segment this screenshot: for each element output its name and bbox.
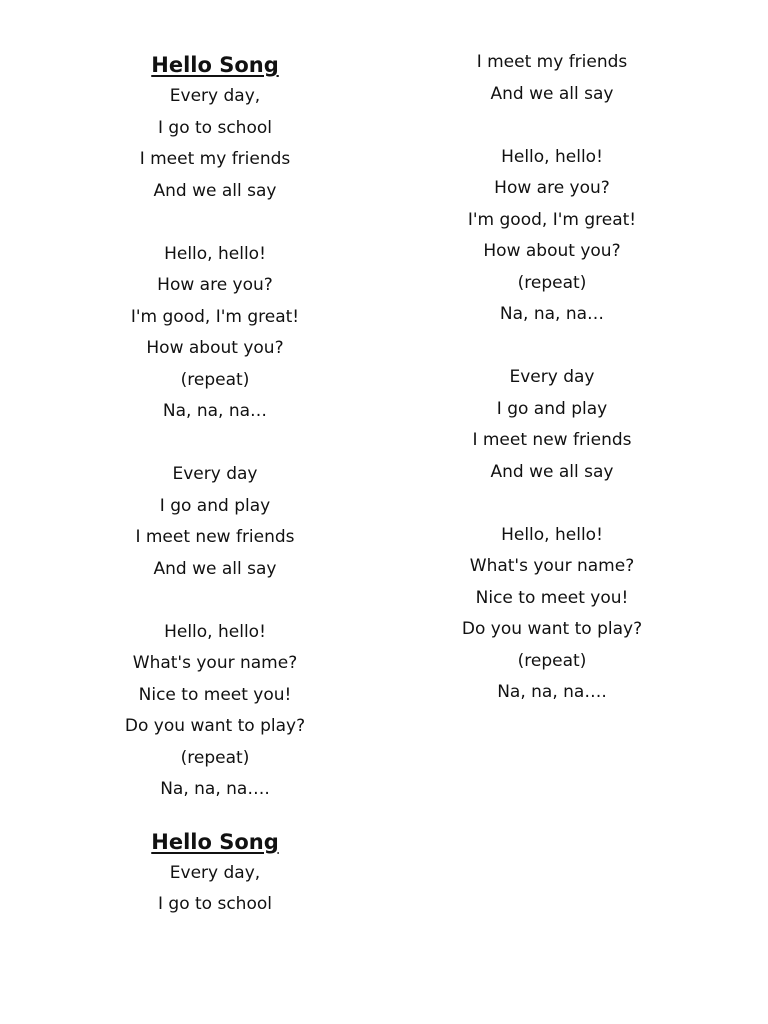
lyric-line: Nice to meet you!	[138, 684, 292, 705]
lyrics-block-2	[95, 858, 335, 921]
stanza-gap	[95, 428, 335, 460]
lyric-line: How are you?	[494, 178, 610, 198]
lyric-line: I go to school	[158, 117, 272, 138]
left-column	[95, 50, 335, 921]
lyrics-block-1	[95, 81, 335, 806]
song-title: Hello Song	[151, 53, 279, 77]
lyric-line: And we all say	[153, 180, 277, 201]
song-title-repeat: Hello Song	[151, 829, 279, 854]
lyric-line: I'm good, I'm great!	[467, 209, 637, 230]
lyric-line: I go and play	[496, 398, 608, 419]
lyric-line: Na, na, na…	[162, 401, 268, 421]
lyric-line: Hello, hello!	[501, 524, 603, 545]
lyric-line: (repeat)	[517, 272, 587, 293]
lyric-line: (repeat)	[180, 369, 250, 390]
lyric-line: Na, na, na….	[497, 682, 607, 702]
lyric-line: Hello, hello!	[164, 621, 266, 642]
stanza-gap	[432, 110, 672, 142]
stanza-gap	[432, 488, 672, 520]
lyric-line: Every day,	[169, 86, 261, 106]
lyric-line: Na, na, na….	[160, 779, 270, 799]
lyric-line: I meet my friends	[476, 52, 628, 72]
lyric-line: How about you?	[146, 338, 284, 358]
lyric-line: I'm good, I'm great!	[130, 306, 300, 327]
lyric-line: And we all say	[490, 83, 614, 104]
lyric-line: Do you want to play?	[461, 619, 643, 639]
stanza-gap	[95, 585, 335, 617]
lyric-line: What's your name?	[132, 653, 298, 673]
lyric-line: How are you?	[157, 275, 273, 295]
lyric-line: Every day	[172, 464, 258, 484]
lyric-line: And we all say	[153, 558, 277, 579]
lyric-line: (repeat)	[180, 747, 250, 768]
lyric-line: What's your name?	[469, 556, 635, 576]
lyric-line: I go to school	[158, 894, 272, 914]
lyric-line: I meet new friends	[135, 527, 295, 547]
lyric-line: Do you want to play?	[124, 716, 306, 736]
lyric-line: Nice to meet you!	[475, 587, 629, 608]
lyric-line: I meet my friends	[139, 149, 291, 169]
lyric-line: Hello, hello!	[501, 146, 603, 167]
lyric-line: I meet new friends	[472, 430, 632, 450]
right-column	[432, 47, 672, 709]
lyric-line: (repeat)	[517, 650, 587, 671]
lyric-line: How about you?	[483, 241, 621, 261]
lyric-line: Every day	[509, 367, 595, 387]
lyric-line: And we all say	[490, 461, 614, 482]
lyric-line: Hello, hello!	[164, 243, 266, 264]
stanza-gap	[95, 207, 335, 239]
lyric-line: I go and play	[159, 495, 271, 516]
stanza-gap	[432, 331, 672, 363]
lyric-line: Na, na, na…	[499, 304, 605, 324]
lyric-line: Every day,	[169, 862, 261, 883]
